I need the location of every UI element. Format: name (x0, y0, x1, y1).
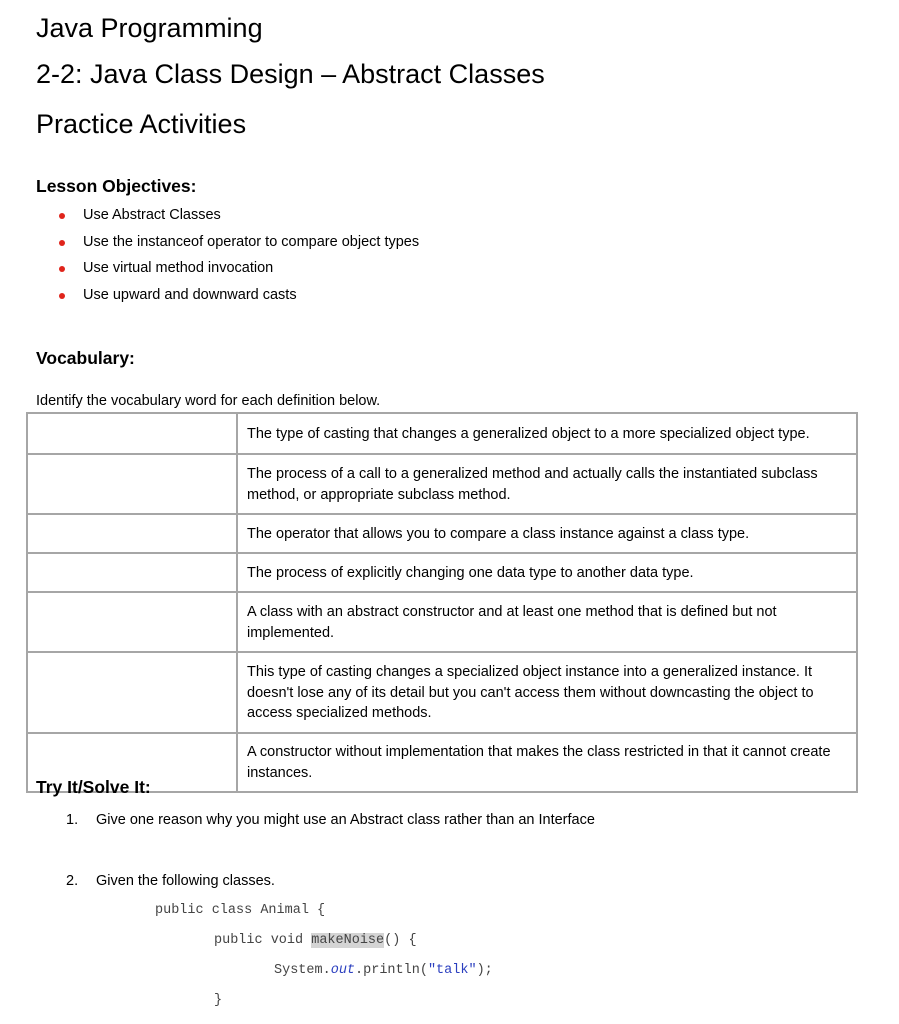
bullet-icon (59, 293, 65, 299)
vocabulary-instructions: Identify the vocabulary word for each definition below. (36, 393, 381, 409)
code-token: public void (214, 933, 312, 948)
objective-text: Use Abstract Classes (83, 207, 221, 223)
question-number: 1. (66, 812, 79, 828)
question-1 (66, 810, 595, 830)
objective-text: Use the instanceof operator to compare object types (83, 233, 420, 250)
definition-cell: A constructor without implementation that makes the class restricted in that it cannot create instances. (237, 733, 857, 792)
course-title: Java Programming (36, 13, 263, 43)
term-answer-cell[interactable] (27, 454, 237, 514)
table-row (27, 514, 857, 553)
table-row (27, 733, 857, 792)
code-highlighted-method: makeNoise (311, 933, 385, 948)
question-2 (66, 871, 275, 891)
table-row (27, 413, 857, 454)
bullet-icon (59, 213, 65, 219)
code-line-println (274, 962, 493, 980)
term-answer-cell[interactable] (27, 553, 237, 592)
table-row (27, 592, 857, 652)
objective-text: Use upward and downward casts (83, 287, 297, 304)
code-token: () { (384, 933, 417, 948)
code-token: .println( (355, 963, 428, 978)
lesson-title: 2-2: Java Class Design – Abstract Classes (36, 59, 545, 89)
code-line-close-brace: } (214, 993, 223, 1008)
code-line-method-decl (214, 932, 417, 950)
list-item (36, 284, 419, 311)
vocabulary-heading: Vocabulary: (36, 348, 135, 368)
definition-cell: The process of a call to a generalized method and actually calls the instantiated subclass method, or appropriate subclass method. (237, 454, 857, 514)
term-answer-cell[interactable] (27, 592, 237, 652)
list-item (36, 257, 419, 284)
question-text: Given the following classes. (96, 873, 275, 889)
vocabulary-table (26, 412, 858, 793)
question-number: 2. (66, 873, 79, 889)
bullet-icon (59, 266, 65, 272)
definition-cell: This type of casting changes a specialized object instance into a generalized instance. It doesn't lose any of its detail but you can't access them without downcasting the object to access specialized methods. (237, 652, 857, 733)
list-item (36, 204, 419, 231)
term-answer-cell[interactable] (27, 514, 237, 553)
question-text: Give one reason why you might use an Abstract class rather than an Interface (96, 812, 595, 828)
page-subtitle: Practice Activities (36, 109, 247, 139)
try-it-heading: Try It/Solve It: (36, 777, 151, 797)
definition-cell: The process of explicitly changing one data type to another data type. (237, 553, 857, 592)
table-row (27, 652, 857, 733)
term-answer-cell[interactable] (27, 413, 237, 454)
list-item (36, 231, 419, 258)
code-line-class-decl: public class Animal { (155, 903, 326, 918)
objectives-list (36, 204, 419, 311)
table-row (27, 553, 857, 592)
bullet-icon (59, 240, 65, 246)
term-answer-cell[interactable] (27, 652, 237, 733)
definition-cell: The operator that allows you to compare a class instance against a class type. (237, 514, 857, 553)
code-static-field: out (330, 963, 356, 978)
objective-text: Use virtual method invocation (83, 260, 274, 277)
definition-cell: A class with an abstract constructor and at least one method that is defined but not implemented. (237, 592, 857, 652)
code-token: System. (274, 963, 331, 978)
code-token: ); (476, 963, 493, 978)
code-string-literal: "talk" (427, 963, 477, 978)
table-row (27, 454, 857, 514)
objectives-heading: Lesson Objectives: (36, 176, 197, 196)
definition-cell: The type of casting that changes a generalized object to a more specialized object type. (237, 413, 857, 454)
